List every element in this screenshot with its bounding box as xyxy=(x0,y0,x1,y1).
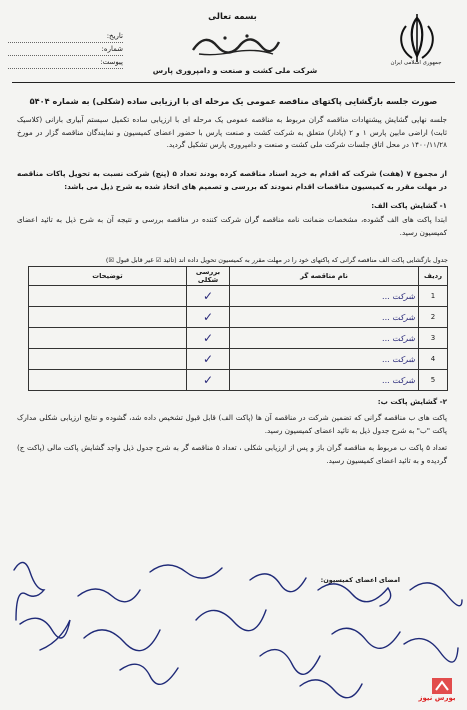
signatures-label: امضای اعضای کمیسیون: xyxy=(320,576,400,584)
section-2-body-2: تعداد ۵ پاکت ب مربوط به مناقصه گران باز و پس از ارزیابی شکلی ، تعداد ۵ مناقصه گر به شرح جدول ذیل واجد گشایش پاکت مالی (پاکت ج) گردیده و به تائید اعضای کمیسیون رسید. xyxy=(17,443,447,465)
header-formal-review: بررسی شکلی xyxy=(187,267,230,286)
table-row xyxy=(29,307,448,328)
attachment-field: پیوست: xyxy=(8,56,123,69)
check-mark-icon: ✓ xyxy=(187,286,230,307)
section-2-title: ۲- گشایش پاکت ب: xyxy=(377,397,447,406)
row-number: 4 xyxy=(419,349,448,370)
table-row xyxy=(29,328,448,349)
remarks-cell xyxy=(29,370,187,391)
row-number: 2 xyxy=(419,307,448,328)
remarks-cell xyxy=(29,286,187,307)
company-name: شرکت ملی کشت و صنعت و دامپروری پارس xyxy=(152,66,318,75)
table-row xyxy=(29,349,448,370)
bidder-name-handwritten: شرکت ... xyxy=(230,307,419,328)
intro-paragraph: جلسه نهایی گشایش پیشنهادات مناقصه گران مربوط به مناقصه عمومی یک مرحله ای با ارزیابی ساده تکمیل سیستم آبیاری بارانی (کلاسیک ثابت) اراضی مابین پارس ۱ و ۲ (پادار) متعلق به شرکت کشت و صنعت پارس با حضور اعضای کمیسیون و نمایندگان مناقصه گزار در مورخ ۱۴۰۰/۱۱/۲۸ در محل اتاق جلسات شرکت ملی کشت و صنعت و دامپروری پارس تشکیل گردید. xyxy=(17,115,447,150)
date-field: تاریخ: xyxy=(8,30,123,43)
number-field: شماره: xyxy=(8,43,123,56)
watermark-text: بورس نیوز xyxy=(418,694,456,702)
bidder-name-handwritten: شرکت ... xyxy=(230,286,419,307)
handwritten-signatures xyxy=(0,560,467,710)
table-caption: جدول بازگشایی پاکت الف مناقصه گرانی که پاکتهای خود را در مهلت مقرر به کمیسیون تحویل داده اند (تائید ☑ غیر قابل قبول ☒) xyxy=(105,256,448,264)
section-1-body: ابتدا پاکت های الف گشوده، مشخصات ضمانت نامه مناقصه گران شرکت کننده در مناقصه بررسی و نتیجه آن به شرح ذیل به تائید اعضای کمیسیون رسید. xyxy=(17,215,447,237)
table-header-row xyxy=(29,267,448,286)
remarks-cell xyxy=(29,349,187,370)
document-title: صورت جلسه بازگشایی پاکتهای مناقصه عمومی یک مرحله ای با ارزیابی ساده (شکلی) به شماره ۵۴۰۴ xyxy=(29,96,438,106)
bidder-name-handwritten: شرکت ... xyxy=(230,349,419,370)
emblem-caption: جمهوری اسلامی ایران xyxy=(390,60,442,66)
table-row xyxy=(29,370,448,391)
bidders-table xyxy=(28,266,448,391)
remarks-cell xyxy=(29,307,187,328)
bidder-count-paragraph: از مجموع ۷ (هفت) شرکت که اقدام به خرید اسناد مناقصه کرده بودند تعداد ۵ (پنج) شرکت نسبت به تحویل پاکات مناقصه در مهلت مقرر به کمیسیون مناقصات اقدام نمودند که بررسی و تصمیم های اتخاذ شده به شرح ذیل می باشد: xyxy=(17,169,447,191)
letter-meta-fields xyxy=(8,30,123,69)
bidder-name-handwritten: شرکت ... xyxy=(230,328,419,349)
table-row xyxy=(29,286,448,307)
check-mark-icon: ✓ xyxy=(187,349,230,370)
remarks-cell xyxy=(29,328,187,349)
row-number: 3 xyxy=(419,328,448,349)
row-number: 1 xyxy=(419,286,448,307)
row-number: 5 xyxy=(419,370,448,391)
section-2-body: پاکت های ب مناقصه گرانی که تضمین شرکت در مناقصه آن ها (پاکت الف) قابل قبول تشخیص داده شد، گشوده و نتایج ارزیابی شکلی مدارک پاکت "ب" به شرح جدول ذیل به تائید اعضای کمیسیون رسید. xyxy=(17,413,447,435)
header-bidder-name: نام مناقصه گر xyxy=(230,267,419,286)
bidder-name-handwritten: شرکت ... xyxy=(230,370,419,391)
header-row-number: ردیف xyxy=(419,267,448,286)
check-mark-icon: ✓ xyxy=(187,328,230,349)
company-logo xyxy=(185,26,285,60)
header-remarks: توضیحات xyxy=(29,267,187,286)
header-divider xyxy=(12,82,455,83)
section-1-title: ۱- گشایش پاکت الف: xyxy=(371,201,447,210)
check-mark-icon: ✓ xyxy=(187,307,230,328)
bismillah-heading: بسمه تعالی xyxy=(208,12,257,22)
check-mark-icon: ✓ xyxy=(187,370,230,391)
